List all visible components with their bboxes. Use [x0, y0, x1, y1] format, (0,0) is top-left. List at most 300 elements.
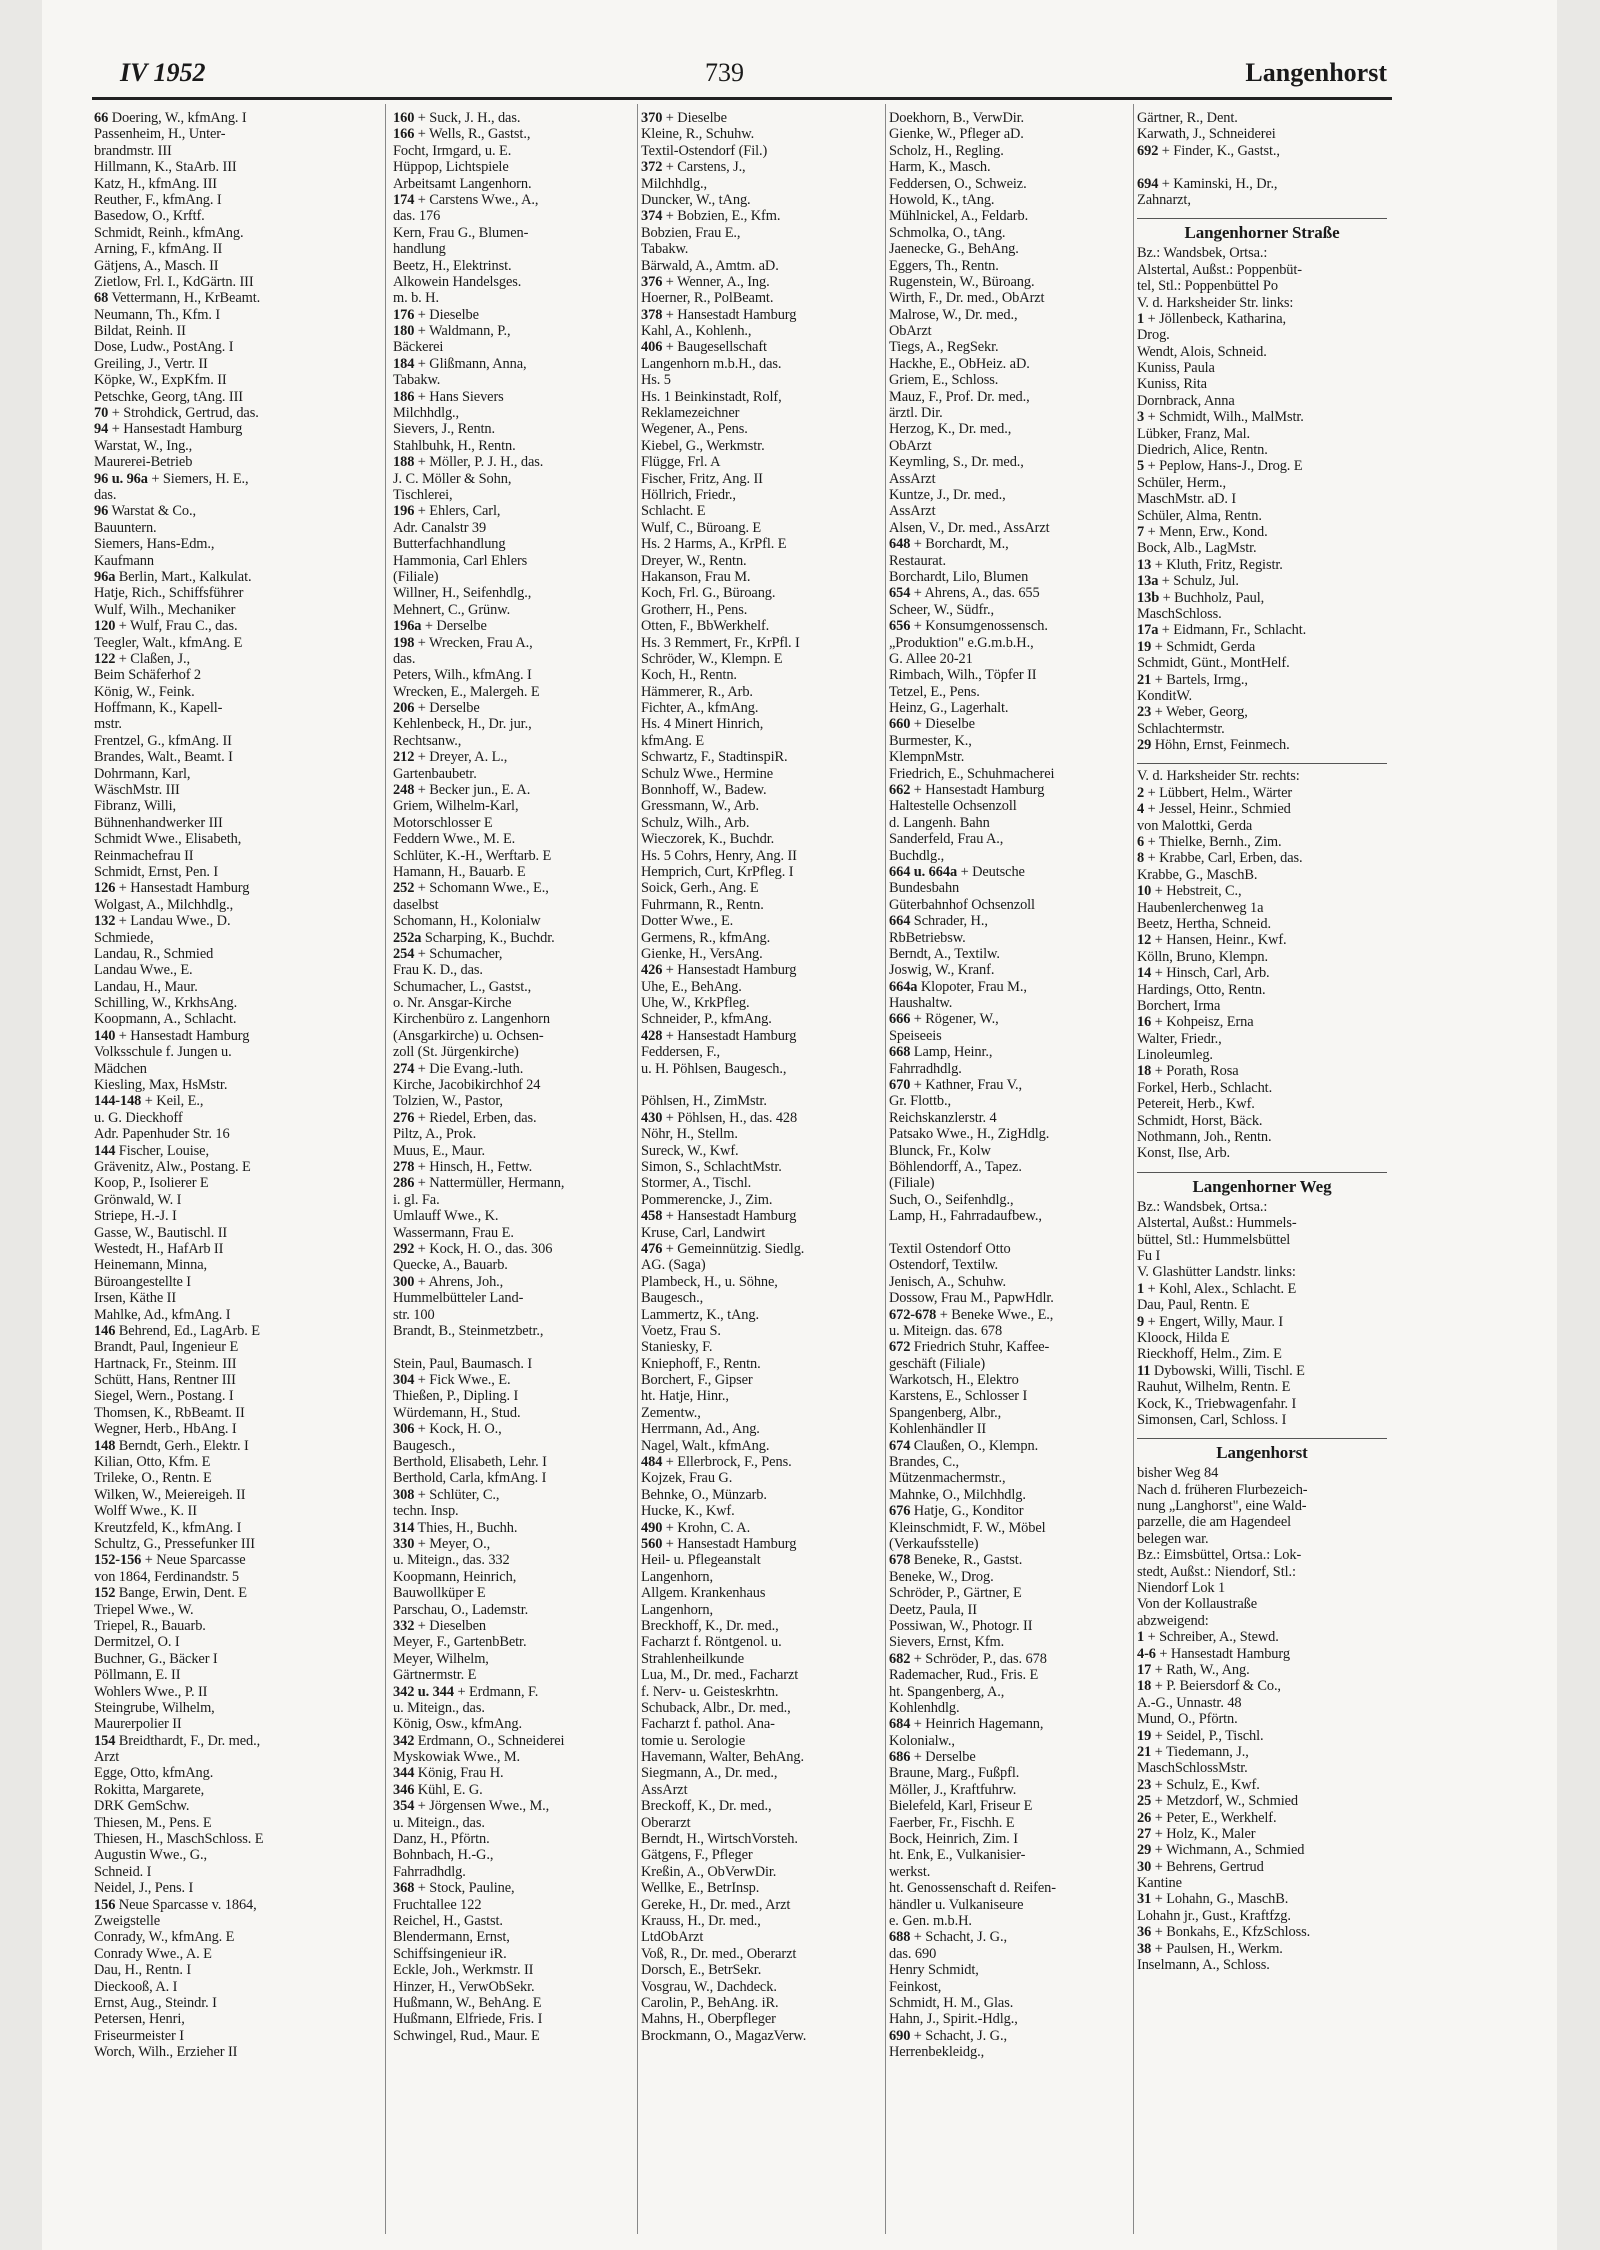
directory-entry-line: Petschke, Georg, tAng. III: [94, 388, 244, 405]
directory-entry-line: Hs. 2 Harms, A., KrPfl. E: [641, 536, 787, 553]
directory-entry-line: V. d. Harksheider Str. links:: [1137, 294, 1294, 311]
directory-entry-line: Sievers, Ernst, Kfm.: [889, 1634, 1005, 1651]
directory-entry-line: 430 + Pöhlsen, H., das. 428: [641, 1109, 798, 1126]
directory-entry-line: Flügge, Frl. A: [641, 454, 721, 471]
directory-entry-line: AssArzt: [641, 1781, 688, 1798]
directory-entry-line: Schüler, Herm.,: [1137, 474, 1227, 491]
directory-entry-line: Kaufmann: [94, 552, 154, 569]
directory-entry-line: RbBetriebsw.: [889, 929, 966, 946]
directory-entry-line: e. Gen. m.b.H.: [889, 1912, 972, 1929]
directory-entry-line: 180 + Waldmann, P.,: [393, 323, 511, 340]
directory-entry-line: Rauhut, Wilhelm, Rentn. E: [1137, 1379, 1291, 1396]
directory-entry-line: Spangenberg, Albr.,: [889, 1404, 1002, 1421]
directory-entry-line: Sanderfeld, Frau A.,: [889, 831, 1004, 848]
directory-entry-line: Berndt, A., Textilw.: [889, 945, 1000, 962]
directory-entry-line: Gienke, W., Pfleger aD.: [889, 126, 1024, 143]
directory-entry-line: Nach d. früheren Flurbezeich-: [1137, 1481, 1308, 1498]
directory-entry-line: Bauwollküper E: [393, 1585, 486, 1602]
directory-entry-line: Stein, Paul, Baumasch. I: [393, 1355, 533, 1372]
directory-entry-line: mstr.: [94, 716, 122, 733]
directory-entry-line: Breckoff, K., Dr. med.,: [641, 1798, 772, 1815]
directory-entry-line: Milchhdlg.,: [393, 405, 460, 422]
directory-entry-line: Mädchen: [94, 1060, 147, 1077]
directory-entry-line: Soick, Gerh., Ang. E: [641, 880, 759, 897]
directory-entry-line: Mühlnickel, A., Feldarb.: [889, 208, 1029, 225]
directory-entry-line: Schmiede,: [94, 929, 154, 946]
directory-entry-line: V. d. Harksheider Str. rechts:: [1137, 768, 1300, 785]
directory-entry-line: Striepe, H.-J. I: [94, 1208, 177, 1225]
directory-entry-line: Dreyer, W., Rentn.: [641, 552, 747, 569]
directory-entry-line: Herzog, K., Dr. med.,: [889, 421, 1012, 438]
directory-entry-line: Ostendorf, Textilw.: [889, 1257, 999, 1274]
directory-entry-line: Beim Schäferhof 2: [94, 667, 201, 684]
directory-entry-line: Bielefeld, Karl, Friseur E: [889, 1798, 1033, 1815]
directory-entry-line: Bz.: Wandsbek, Ortsa.:: [1137, 1198, 1268, 1215]
directory-entry-line: Scholz, H., Regling.: [889, 142, 1004, 159]
directory-entry-line: Siegel, Wern., Postang. I: [94, 1388, 234, 1405]
directory-entry-line: Teegler, Walt., kfmAng. E: [94, 634, 243, 651]
directory-entry-line: Koop, P., Isolierer E: [94, 1175, 209, 1192]
directory-entry-line: Willner, H., Seifenhdlg.,: [393, 585, 532, 602]
directory-entry-line: 186 + Hans Sievers: [393, 388, 504, 405]
directory-entry-line: Schulz Wwe., Hermine: [641, 765, 774, 782]
directory-entry-line: Maurerei-Betrieb: [94, 454, 193, 471]
directory-entry-line: 13a + Schulz, Jul.: [1137, 573, 1239, 590]
directory-entry-line: ObArzt: [889, 437, 932, 454]
directory-entry-line: 152-156 + Neue Sparcasse: [94, 1552, 246, 1569]
directory-entry-line: 670 + Kathner, Frau V.,: [889, 1077, 1023, 1094]
directory-entry-line: Wassermann, Frau E.: [393, 1224, 514, 1241]
directory-entry-line: 10 + Hebstreit, C.,: [1137, 883, 1242, 900]
directory-entry-line: Fuhrmann, R., Rentn.: [641, 896, 764, 913]
directory-entry-line: Fibranz, Willi,: [94, 798, 176, 815]
directory-entry-line: Umlauff Wwe., K.: [393, 1208, 499, 1225]
directory-entry-line: Gätjens, A., Masch. II: [94, 257, 219, 274]
directory-entry-line: 342 Erdmann, O., Schneiderei: [393, 1732, 565, 1749]
directory-entry-line: ht. Enk, E., Vulkanisier-: [889, 1847, 1026, 1864]
directory-entry-line: 476 + Gemeinnützig. Siedlg.: [641, 1240, 805, 1257]
directory-entry-line: 156 Neue Sparcasse v. 1864,: [94, 1896, 257, 1913]
directory-entry-line: Facharzt f. pathol. Ana-: [641, 1716, 775, 1733]
directory-entry-line: büttel, Stl.: Hummelsbüttel: [1137, 1231, 1291, 1248]
directory-entry-line: stedt, Außst.: Niendorf, Stl.:: [1137, 1563, 1296, 1580]
directory-entry-line: Howold, K., tAng.: [889, 191, 995, 208]
directory-entry-line: Schiffsingenieur iR.: [393, 1945, 507, 1962]
directory-entry-line: Mehnert, C., Grünw.: [393, 601, 511, 618]
directory-entry-line: Bärwald, A., Amtm. aD.: [641, 257, 779, 274]
directory-entry-line: 672 Friedrich Stuhr, Kaffee-: [889, 1339, 1050, 1356]
section-divider: [1137, 208, 1387, 219]
directory-entry-line: Possiwan, W., Photogr. II: [889, 1617, 1033, 1634]
directory-entry-line: 344 König, Frau H.: [393, 1765, 504, 1782]
directory-entry-line: 694 + Kaminski, H., Dr.,: [1137, 175, 1278, 192]
directory-entry-line: Petereit, Herb., Kwf.: [1137, 1096, 1255, 1113]
directory-entry-line: 656 + Konsumgenossensch.: [889, 618, 1048, 635]
directory-entry-line: 490 + Krohn, C. A.: [641, 1519, 751, 1536]
directory-entry-line: V. Glashütter Landstr. links:: [1137, 1264, 1296, 1281]
directory-entry-line: Breckhoff, K., Dr. med.,: [641, 1617, 779, 1634]
directory-entry-line: Hemprich, Curt, KrPfleg. I: [641, 863, 794, 880]
directory-entry-line: Hummelbütteler Land-: [393, 1290, 524, 1307]
directory-entry-line: KlempnMstr.: [889, 749, 965, 766]
directory-entry-line: Koopmann, A., Schlacht.: [94, 1011, 237, 1028]
directory-entry-line: 154 Breidthardt, F., Dr. med.,: [94, 1732, 261, 1749]
column-divider: [885, 104, 886, 2234]
directory-entry-line: Beneke, W., Drog.: [889, 1568, 994, 1585]
directory-entry-line: Hackhe, E., ObHeiz. aD.: [889, 355, 1030, 372]
directory-entry-line: Dossow, Frau M., PapwHdlr.: [889, 1290, 1054, 1307]
directory-entry-line: Hucke, K., Kwf.: [641, 1503, 735, 1520]
directory-entry-line: 14 + Hinsch, Carl, Arb.: [1137, 965, 1270, 982]
directory-entry-line: das.: [393, 650, 416, 667]
directory-entry-line: 13 + Kluth, Fritz, Registr.: [1137, 556, 1283, 573]
directory-entry-line: 29 Höhn, Ernst, Feinmech.: [1137, 737, 1290, 754]
directory-entry-line: Arning, F., kfmAng. II: [94, 241, 223, 258]
directory-entry-line: Triepel, R., Bauarb.: [94, 1617, 206, 1634]
directory-entry-line: m. b. H.: [393, 290, 439, 307]
directory-entry-line: Peters, Wilh., kfmAng. I: [393, 667, 532, 684]
directory-entry-line: 31 + Lohahn, G., MaschB.: [1137, 1891, 1289, 1908]
directory-entry-line: MaschSchlossMstr.: [1137, 1760, 1248, 1777]
directory-entry-line: Griem, Wilhelm-Karl,: [393, 798, 519, 815]
directory-entry-line: Tiegs, A., RegSekr.: [889, 339, 999, 356]
directory-entry-line: händler u. Vulkaniseure: [889, 1896, 1024, 1913]
section-divider: [1137, 1162, 1387, 1173]
directory-entry-line: 1 + Jöllenbeck, Katharina,: [1137, 310, 1286, 327]
directory-entry-line: u. Miteign. das. 678: [889, 1322, 1003, 1339]
directory-entry-line: 1 + Kohl, Alex., Schlacht. E: [1137, 1280, 1297, 1297]
directory-entry-line: Fruchtallee 122: [393, 1896, 482, 1913]
directory-entry-line: Blunck, Fr., Kolw: [889, 1142, 991, 1159]
directory-entry-line: ht. Hatje, Hinr.,: [641, 1388, 729, 1405]
directory-entry-line: Thiesen, H., MaschSchloss. E: [94, 1831, 264, 1848]
directory-entry-line: 6 + Thielke, Bernh., Zim.: [1137, 834, 1282, 851]
directory-entry-line: Siegmann, A., Dr. med.,: [641, 1765, 778, 1782]
directory-entry-line: Havemann, Walter, BehAng.: [641, 1749, 804, 1766]
directory-entry-line: Uhe, W., KrkPfleg.: [641, 995, 750, 1012]
directory-entry-line: Herrenbekleidg.,: [889, 2044, 985, 2061]
directory-entry-line: (Filiale): [393, 568, 439, 585]
directory-entry-line: 560 + Hansestadt Hamburg: [641, 1535, 797, 1552]
directory-entry-line: Dorsch, E., BetrSekr.: [641, 1962, 762, 1979]
directory-entry-line: Bock, Heinrich, Zim. I: [889, 1831, 1018, 1848]
directory-entry-line: Bz.: Eimsbüttel, Ortsa.: Lok-: [1137, 1547, 1302, 1564]
directory-entry-line: Focht, Irmgard, u. E.: [393, 142, 512, 159]
directory-entry-line: Bonnhoff, W., Badew.: [641, 782, 767, 799]
directory-entry-line: Von der Kollaustraße: [1137, 1596, 1258, 1613]
directory-entry-line: Passenheim, H., Unter-: [94, 126, 226, 143]
directory-entry-line: MaschMstr. aD. I: [1137, 491, 1237, 508]
directory-entry-line: Heinemann, Minna,: [94, 1257, 207, 1274]
directory-entry-line: 11 Dybowski, Willi, Tischl. E: [1137, 1362, 1305, 1379]
column-4: [889, 110, 1129, 2060]
directory-entry-line: 196 + Ehlers, Carl,: [393, 503, 501, 520]
directory-entry-line: Oberarzt: [641, 1814, 691, 1831]
directory-entry-line: Nagel, Walt., kfmAng.: [641, 1437, 770, 1454]
directory-entry-line: abzweigend:: [1137, 1612, 1209, 1629]
directory-entry-line: Facharzt f. Röntgenol. u.: [641, 1634, 782, 1651]
directory-entry-line: Mahlke, Ad., kfmAng. I: [94, 1306, 231, 1323]
directory-entry-line: daselbst: [393, 896, 439, 913]
directory-entry-line: Kleinschmidt, F. W., Möbel: [889, 1519, 1046, 1536]
directory-entry-line: Langenhorn,: [641, 1568, 714, 1585]
directory-entry-line: ObArzt: [889, 323, 932, 340]
directory-entry-line: Hüppop, Lichtspiele: [393, 159, 509, 176]
directory-entry-line: 248 + Becker jun., E. A.: [393, 782, 531, 799]
directory-entry-line: Köpke, W., ExpKfm. II: [94, 372, 227, 389]
directory-entry-line: Kolonialw.,: [889, 1732, 955, 1749]
directory-entry-line: Alkowein Handelsges.: [393, 273, 522, 290]
directory-entry-line: (Filiale): [889, 1175, 935, 1192]
directory-entry-line: 692 + Finder, K., Gastst.,: [1137, 142, 1280, 159]
directory-entry-line: Feinkost,: [889, 1978, 942, 1995]
directory-entry-line: Rimbach, Wilh., Töpfer II: [889, 667, 1037, 684]
directory-entry-line: [889, 1225, 1129, 1241]
directory-entry-line: Arzt: [94, 1749, 120, 1766]
directory-entry-line: 38 + Paulsen, H., Werkm.: [1137, 1940, 1283, 1957]
directory-entry-line: Lua, M., Dr. med., Facharzt: [641, 1667, 799, 1684]
directory-entry-line: Möller, J., Kraftfuhrw.: [889, 1781, 1017, 1798]
directory-entry-line: Wilken, W., Meiereigeh. II: [94, 1486, 246, 1503]
directory-entry-line: Mauz, F., Prof. Dr. med.,: [889, 388, 1030, 405]
directory-entry-line: 17 + Rath, W., Ang.: [1137, 1661, 1250, 1678]
directory-entry-line: Beetz, Hertha, Schneid.: [1137, 915, 1271, 932]
directory-entry-line: Hartnack, Fr., Steinm. III: [94, 1355, 237, 1372]
directory-entry-line: Hämmerer, R., Arb.: [641, 683, 753, 700]
directory-entry-line: Duncker, W., tAng.: [641, 191, 751, 208]
directory-entry-line: 1 + Schreiber, A., Stewd.: [1137, 1629, 1279, 1646]
directory-entry-line: Faerber, Fr., Fischh. E: [889, 1814, 1015, 1831]
directory-entry-line: 66 Doering, W., kfmAng. I: [94, 110, 247, 126]
directory-entry-line: Schlachtermstr.: [1137, 720, 1225, 737]
directory-entry-line: Voetz, Frau S.: [641, 1322, 721, 1339]
directory-entry-line: Mund, O., Pförtn.: [1137, 1711, 1238, 1728]
directory-entry-line: Gätgens, F., Pfleger: [641, 1847, 753, 1864]
directory-entry-line: Carolin, P., BehAng. iR.: [641, 1994, 779, 2011]
directory-entry-line: Thiesen, M., Pens. E: [94, 1814, 212, 1831]
directory-entry-line: Herrmann, Ad., Ang.: [641, 1421, 760, 1438]
directory-entry-line: 36 + Bonkahs, E., KfzSchloss.: [1137, 1924, 1311, 1941]
directory-entry-line: 166 + Wells, R., Gastst.,: [393, 126, 531, 143]
directory-entry-line: Scheer, W., Südfr.,: [889, 601, 995, 618]
directory-entry-line: Güterbahnhof Ochsenzoll: [889, 896, 1035, 913]
directory-entry-line: Kölln, Bruno, Klempn.: [1137, 948, 1269, 965]
directory-entry-line: Katz, H., kfmAng. III: [94, 175, 217, 192]
directory-entry-line: Borchert, Irma: [1137, 997, 1221, 1014]
directory-entry-line: Hußmann, W., BehAng. E: [393, 1994, 542, 2011]
directory-entry-line: WäschMstr. III: [94, 782, 180, 799]
directory-entry-line: 300 + Ahrens, Joh.,: [393, 1273, 504, 1290]
directory-entry-line: 21 + Bartels, Irmg.,: [1137, 671, 1248, 688]
directory-entry-line: Neumann, Th., Kfm. I: [94, 306, 221, 323]
directory-entry-line: Gressmann, W., Arb.: [641, 798, 760, 815]
directory-entry-line: Ernst, Aug., Steindr. I: [94, 1994, 217, 2011]
column-1: [94, 110, 379, 2060]
directory-entry-line: 30 + Behrens, Gertrud: [1137, 1858, 1264, 1875]
directory-entry-line: Landau, H., Maur.: [94, 978, 198, 995]
directory-entry-line: Schomann, H., Kolonialw: [393, 913, 541, 930]
directory-entry-line: 160 + Suck, J. H., das.: [393, 110, 521, 126]
directory-entry-line: belegen war.: [1137, 1530, 1209, 1547]
directory-entry-line: Schröder, P., Gärtner, E: [889, 1585, 1022, 1602]
directory-entry-line: [393, 1339, 639, 1355]
directory-entry-line: Borchardt, Lilo, Blumen: [889, 568, 1029, 585]
directory-entry-line: 332 + Dieselben: [393, 1617, 486, 1634]
directory-entry-line: Wegener, A., Pens.: [641, 421, 748, 438]
directory-entry-line: Dieckooß, A. I: [94, 1978, 178, 1995]
directory-entry-line: 354 + Jörgensen Wwe., M.,: [393, 1798, 550, 1815]
directory-entry-line: Bäckerei: [393, 339, 444, 356]
directory-entry-line: Schumacher, L., Gastst.,: [393, 978, 532, 995]
directory-entry-line: 8 + Krabbe, Carl, Erben, das.: [1137, 850, 1303, 867]
directory-entry-line: Frentzel, G., kfmAng. II: [94, 732, 232, 749]
column-3: [641, 110, 885, 2044]
street-heading: Langenhorner Straße: [1184, 223, 1340, 243]
column-divider: [1133, 104, 1134, 2234]
directory-entry-line: Krauss, H., Dr. med.,: [641, 1912, 761, 1929]
directory-entry-line: tomie u. Serologie: [641, 1732, 746, 1749]
directory-entry-line: 144-148 + Keil, E.,: [94, 1093, 204, 1110]
directory-entry-line: MaschSchloss.: [1137, 605, 1222, 622]
directory-entry-line: Lamp, H., Fahrradaufbew.,: [889, 1208, 1042, 1225]
directory-entry-line: 196a + Derselbe: [393, 618, 487, 635]
directory-entry-line: Hs. 1 Beinkinstadt, Rolf,: [641, 388, 782, 405]
directory-entry-line: Koch, Frl. G., Büroang.: [641, 585, 776, 602]
directory-entry-line: Fahrradhdlg.: [889, 1060, 962, 1077]
directory-entry-line: tel, Stl.: Poppenbüttel Po: [1137, 278, 1278, 295]
directory-entry-line: Dotter Wwe., E.: [641, 913, 734, 930]
directory-entry-line: Adr. Canalstr 39: [393, 519, 487, 536]
directory-entry-line: Bildat, Reinh. II: [94, 323, 186, 340]
directory-entry-line: Schilling, W., KrkhsAng.: [94, 995, 238, 1012]
directory-entry-line: 140 + Hansestadt Hamburg: [94, 1027, 250, 1044]
directory-entry-line: Kirche, Jacobikirchhof 24: [393, 1077, 541, 1094]
directory-entry-line: 374 + Bobzien, E., Kfm.: [641, 208, 781, 225]
directory-entry-line: Volksschule f. Jungen u.: [94, 1044, 232, 1061]
directory-entry-line: Westedt, H., HafArb II: [94, 1240, 224, 1257]
directory-entry-line: Schütt, Hans, Rentner III: [94, 1372, 236, 1389]
directory-entry-line: Irsen, Käthe II: [94, 1290, 177, 1307]
directory-entry-line: 120 + Wulf, Frau C., das.: [94, 618, 238, 635]
directory-entry-line: Schmidt, Günt., MontHelf.: [1137, 655, 1290, 672]
directory-entry-line: Zweigstelle: [94, 1912, 161, 1929]
directory-entry-line: 304 + Fick Wwe., E.: [393, 1372, 511, 1389]
directory-entry-line: 19 + Seidel, P., Tischl.: [1137, 1727, 1264, 1744]
directory-entry-line: Kohlenhändler II: [889, 1421, 987, 1438]
directory-entry-line: Bauuntern.: [94, 519, 157, 536]
directory-entry-line: das. 690: [889, 1945, 937, 1962]
directory-entry-line: Behnke, O., Münzarb.: [641, 1486, 767, 1503]
directory-entry-line: Buchner, G., Bäcker I: [94, 1650, 218, 1667]
directory-entry-line: 7 + Menn, Erw., Kond.: [1137, 523, 1268, 540]
directory-entry-line: Kojzek, Frau G.: [641, 1470, 733, 1487]
directory-entry-line: Baugesch.,: [393, 1437, 456, 1454]
directory-entry-line: Such, O., Seifenhdlg.,: [889, 1191, 1014, 1208]
directory-entry-line: Alstertal, Außst.: Hummels-: [1137, 1215, 1297, 1232]
directory-entry-line: Textil Ostendorf Otto: [889, 1240, 1011, 1257]
directory-entry-line: Bz.: Wandsbek, Ortsa.:: [1137, 245, 1268, 262]
directory-entry-line: Schultz, G., Pressefunker III: [94, 1535, 255, 1552]
directory-entry-line: 176 + Dieselbe: [393, 306, 479, 323]
directory-entry-line: Conrady, W., kfmAng. E: [94, 1929, 235, 1946]
directory-entry-line: 132 + Landau Wwe., D.: [94, 913, 231, 930]
directory-entry-line: DRK GemSchw.: [94, 1798, 190, 1815]
directory-entry-line: Dose, Ludw., PostAng. I: [94, 339, 234, 356]
directory-entry-line: 664 u. 664a + Deutsche: [889, 863, 1025, 880]
directory-entry-line: f. Nerv- u. Geisteskrhtn.: [641, 1683, 779, 1700]
directory-entry-line: Otten, F., BbWerkhelf.: [641, 618, 770, 635]
directory-entry-line: 678 Beneke, R., Gastst.: [889, 1552, 1023, 1569]
directory-entry-line: u. G. Dieckhoff: [94, 1109, 183, 1126]
directory-entry-line: Schneider, P., kfmAng.: [641, 1011, 772, 1028]
directory-entry-line: Kahl, A., Kohlenh.,: [641, 323, 752, 340]
directory-entry-line: Inselmann, A., Schloss.: [1137, 1957, 1270, 1974]
directory-entry-line: Pöllmann, E. II: [94, 1667, 181, 1684]
directory-entry-line: 198 + Wrecken, Frau A.,: [393, 634, 533, 651]
directory-entry-line: 276 + Riedel, Erben, das.: [393, 1109, 537, 1126]
directory-entry-line: Neidel, J., Pens. I: [94, 1880, 194, 1897]
directory-entry-line: Burmester, K.,: [889, 732, 972, 749]
directory-entry-line: Tabakw.: [641, 241, 689, 258]
directory-entry-line: Mützenmachermstr.,: [889, 1470, 1006, 1487]
directory-entry-line: 654 + Ahrens, A., das. 655: [889, 585, 1040, 602]
directory-entry-line: Feddern Wwe., M. E.: [393, 831, 516, 848]
directory-entry-line: Milchhdlg.,: [641, 175, 708, 192]
directory-entry-line: Braune, Marg., Fußpfl.: [889, 1765, 1020, 1782]
directory-entry-line: 342 u. 344 + Erdmann, F.: [393, 1683, 539, 1700]
directory-entry-line: Lohahn jr., Gust., Kraftfzg.: [1137, 1907, 1291, 1924]
directory-entry-line: Doekhorn, B., VerwDir.: [889, 110, 1025, 126]
directory-entry-line: 458 + Hansestadt Hamburg: [641, 1208, 797, 1225]
directory-entry-line: Mahnke, O., Milchhdlg.: [889, 1486, 1026, 1503]
directory-entry-line: Sievers, J., Rentn.: [393, 421, 496, 438]
directory-entry-line: Danz, H., Pförtn.: [393, 1831, 490, 1848]
directory-entry-line: „Produktion" e.G.m.b.H.,: [889, 634, 1034, 651]
directory-entry-line: Würdemann, H., Stud.: [393, 1404, 521, 1421]
directory-entry-line: 212 + Dreyer, A. L.,: [393, 749, 508, 766]
directory-entry-line: Kuniss, Rita: [1137, 376, 1207, 393]
directory-entry-line: Drog.: [1137, 327, 1170, 344]
directory-entry-line: d. Langenh. Bahn: [889, 814, 990, 831]
directory-entry-line: handlung: [393, 241, 446, 258]
directory-entry-line: 428 + Hansestadt Hamburg: [641, 1027, 797, 1044]
section-divider: [1137, 1428, 1387, 1439]
directory-entry-line: 18 + Porath, Rosa: [1137, 1063, 1239, 1080]
directory-entry-line: 17a + Eidmann, Fr., Schlacht.: [1137, 622, 1307, 639]
directory-entry-line: 376 + Wenner, A., Ing.: [641, 273, 770, 290]
directory-entry-line: Grönwald, W. I: [94, 1191, 182, 1208]
running-head: Langenhorst: [1245, 58, 1387, 87]
directory-entry-line: 146 Behrend, Ed., LagArb. E: [94, 1322, 260, 1339]
directory-entry-line: Augustin Wwe., G.,: [94, 1847, 208, 1864]
directory-entry-line: Rieckhoff, Helm., Zim. E: [1137, 1346, 1282, 1363]
column-2: [393, 110, 639, 2044]
directory-entry-line: geschäft (Filiale): [889, 1355, 986, 1372]
directory-entry-line: Kiebel, G., Werkmstr.: [641, 437, 765, 454]
directory-entry-line: Uhe, E., BehAng.: [641, 978, 742, 995]
directory-entry-line: 29 + Wichmann, A., Schmied: [1137, 1842, 1305, 1859]
directory-entry-line: Grävenitz, Alw., Postang. E: [94, 1159, 251, 1175]
directory-entry-line: [1137, 159, 1387, 175]
directory-entry-line: Siemers, Hans-Edm.,: [94, 536, 215, 553]
directory-entry-line: Hs. 4 Minert Hinrich,: [641, 716, 764, 733]
directory-entry-line: Bohnbach, H.-G.,: [393, 1847, 494, 1864]
directory-entry-line: Wolff Wwe., K. II: [94, 1503, 197, 1520]
directory-entry-line: Hammonia, Carl Ehlers: [393, 552, 528, 569]
directory-entry-line: Bock, Alb., LagMstr.: [1137, 540, 1257, 557]
directory-entry-line: Gr. Flottb.,: [889, 1093, 951, 1110]
directory-entry-line: Stormer, A., Tischl.: [641, 1175, 752, 1192]
